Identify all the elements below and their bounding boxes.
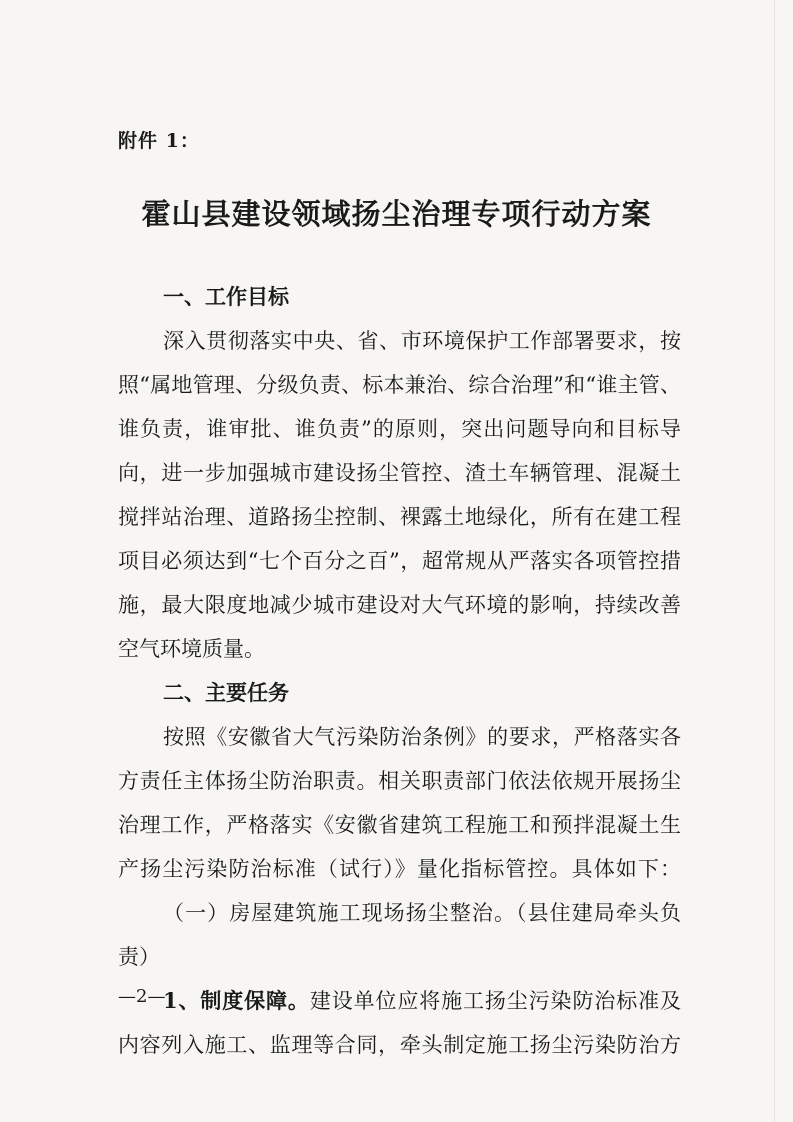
subsection-heading-cont: 责） (118, 945, 160, 969)
paragraph-line: 按照《安徽省大气污染防治条例》的要求，严格落实各 (163, 725, 681, 749)
page-number: —2— (118, 986, 166, 1007)
paragraph-line: 产扬尘污染防治标准（试行）》量化指标管控。具体如下： (118, 857, 681, 881)
item-label: 1、制度保障。 (163, 988, 310, 1013)
section-heading-2: 二、主要任务 (163, 680, 289, 705)
item-line (118, 979, 681, 1023)
subsection-heading: （一）房屋建筑施工现场扬尘整治。（县住建局牵头负 (163, 901, 681, 925)
paragraph-line: 项目必须达到“七个百分之百”，超常规从严落实各项管控措 (118, 549, 681, 573)
paragraph-line: 向，进一步加强城市建设扬尘管控、渣土车辆管理、混凝土 (118, 461, 681, 485)
attachment-label: 附件 1： (118, 130, 200, 152)
paragraph-line: 方责任主体扬尘防治职责。相关职责部门依法依规开展扬尘 (118, 769, 681, 793)
paragraph-line: 照“属地管理、分级负责、标本兼治、综合治理”和“谁主管、 (118, 373, 681, 397)
document-title: 霍山县建设领域扬尘治理专项行动方案 (141, 197, 652, 231)
scan-edge (774, 0, 775, 1122)
paragraph-line: 内容列入施工、监理等合同，牵头制定施工扬尘污染防治方 (118, 1033, 681, 1057)
paragraph-line: 施，最大限度地减少城市建设对大气环境的影响，持续改善 (118, 593, 681, 617)
paragraph-line: 谁负责，谁审批、谁负责”的原则，突出问题导向和目标导 (118, 417, 681, 441)
paragraph-line: 深入贯彻落实中央、省、市环境保护工作部署要求，按 (163, 329, 681, 353)
document-body (118, 275, 681, 1067)
item-text: 建设单位应将施工扬尘污染防治标准及 (309, 989, 681, 1013)
paragraph-line: 空气环境质量。 (118, 637, 265, 661)
paragraph-line: 治理工作，严格落实《安徽省建筑工程施工和预拌混凝土生 (118, 813, 681, 837)
section-heading-1: 一、工作目标 (163, 284, 289, 309)
paragraph-line: 搅拌站治理、道路扬尘控制、裸露土地绿化，所有在建工程 (118, 505, 681, 529)
